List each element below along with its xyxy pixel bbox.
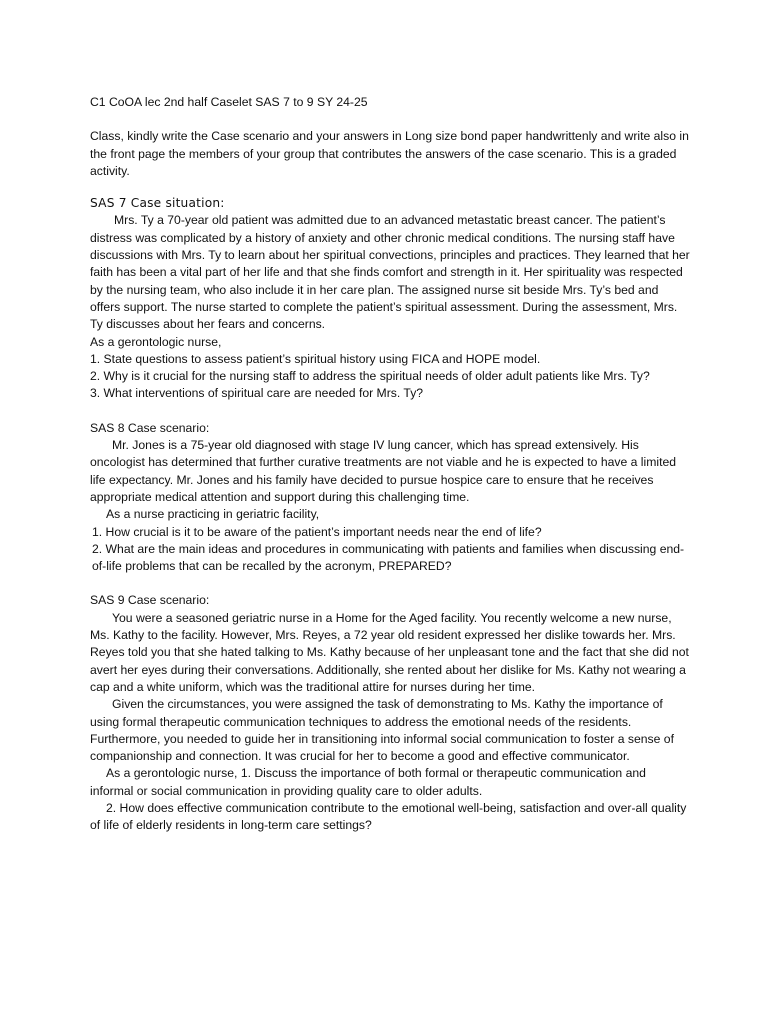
sas8-heading: SAS 8 Case scenario: xyxy=(90,420,210,435)
sas7-lead: As a gerontologic nurse, xyxy=(90,334,222,349)
intro-instructions: Class, kindly write the Case scenario and your answers in Long size bond paper handwrittenly and write also in the front page the members of your group that contributes the answers of the case scenario. This is a graded activity. xyxy=(90,129,689,178)
sas9-question-2: 2. How does effective communication contribute to the emotional well-being, satisfaction and over-all quality of life of elderly residents in long-term care settings? xyxy=(90,800,687,833)
sas8-question-1: 1. How crucial is it to be aware of the patient’s important needs near the end of life? xyxy=(92,524,542,539)
sas8-question-2: 2. What are the main ideas and procedures in communicating with patients and families when discussing end-of-life problems that can be recalled by the acronym, PREPARED? xyxy=(92,541,685,574)
sas7-body: Mrs. Ty a 70-year old patient was admitted due to an advanced metastatic breast cancer. The patient’s distress was complicated by a history of anxiety and other chronic medical conditions. The nursing staff have discussions with Mrs. Ty to learn about her spiritual convections, principles and practices. They learned that her faith has been a vital part of her life and that she finds comfort and strength in it. Her spirituality was respected by the nursing team, who also include it in her care plan. The assigned nurse sit beside Mrs. Ty’s bed and offers support. The nurse started to complete the patient’s spiritual assessment. During the assessment, Mrs. Ty discusses about her fears and concerns. xyxy=(90,213,690,332)
sas8-section xyxy=(90,420,690,576)
document-title: C1 CoOA lec 2nd half Caselet SAS 7 to 9 SY 24-25 xyxy=(90,95,368,109)
sas9-section xyxy=(90,592,690,834)
sas7-question-2: 2. Why is it crucial for the nursing staff to address the spiritual needs of older adult patients like Mrs. Ty? xyxy=(90,369,650,384)
sas9-question-1: As a gerontologic nurse, 1. Discuss the importance of both formal or therapeutic communication and informal or social communication in providing quality care to older adults. xyxy=(90,766,646,798)
sas9-body-1: You were a seasoned geriatric nurse in a Home for the Aged facility. You recently welcome a new nurse, Ms. Kathy to the facility. However, Mrs. Reyes, a 72 year old resident expressed her dislike towards her. Mrs. Reyes told you that she hated talking to Ms. Kathy because of her unpleasant tone and the fact that she did not avert her eyes during their conversations. Additionally, she rented about her dislike for Ms. Kathy not wearing a cap and a white uniform, which was the traditional attire for nurses during her time. xyxy=(90,610,689,694)
sas8-body: Mr. Jones is a 75-year old diagnosed with stage IV lung cancer, which has spread extensively. His oncologist has determined that further curative treatments are not viable and he is expected to have a limited life expectancy. Mr. Jones and his family have decided to pursue hospice care to ensure that he receives appropriate medical attention and support during this challenging time. xyxy=(90,438,677,504)
sas8-lead: As a nurse practicing in geriatric facility, xyxy=(106,507,320,522)
document-page xyxy=(90,94,690,852)
sas7-section xyxy=(90,195,690,403)
sas9-body-2: Given the circumstances, you were assigned the task of demonstrating to Ms. Kathy the importance of using formal therapeutic communication techniques to address the emotional needs of the residents. Furthermore, you needed to guide her in transitioning into informal social communication to foster a sense of companionship and connection. It was crucial for her to become a good and effective communicator. xyxy=(90,697,674,764)
sas7-question-3: 3. What interventions of spiritual care are needed for Mrs. Ty? xyxy=(90,386,424,401)
sas7-question-1: 1. State questions to assess patient’s spiritual history using FICA and HOPE model. xyxy=(90,351,541,366)
sas7-heading: SAS 7 Case situation: xyxy=(90,196,225,211)
sas9-heading: SAS 9 Case scenario: xyxy=(90,593,210,608)
